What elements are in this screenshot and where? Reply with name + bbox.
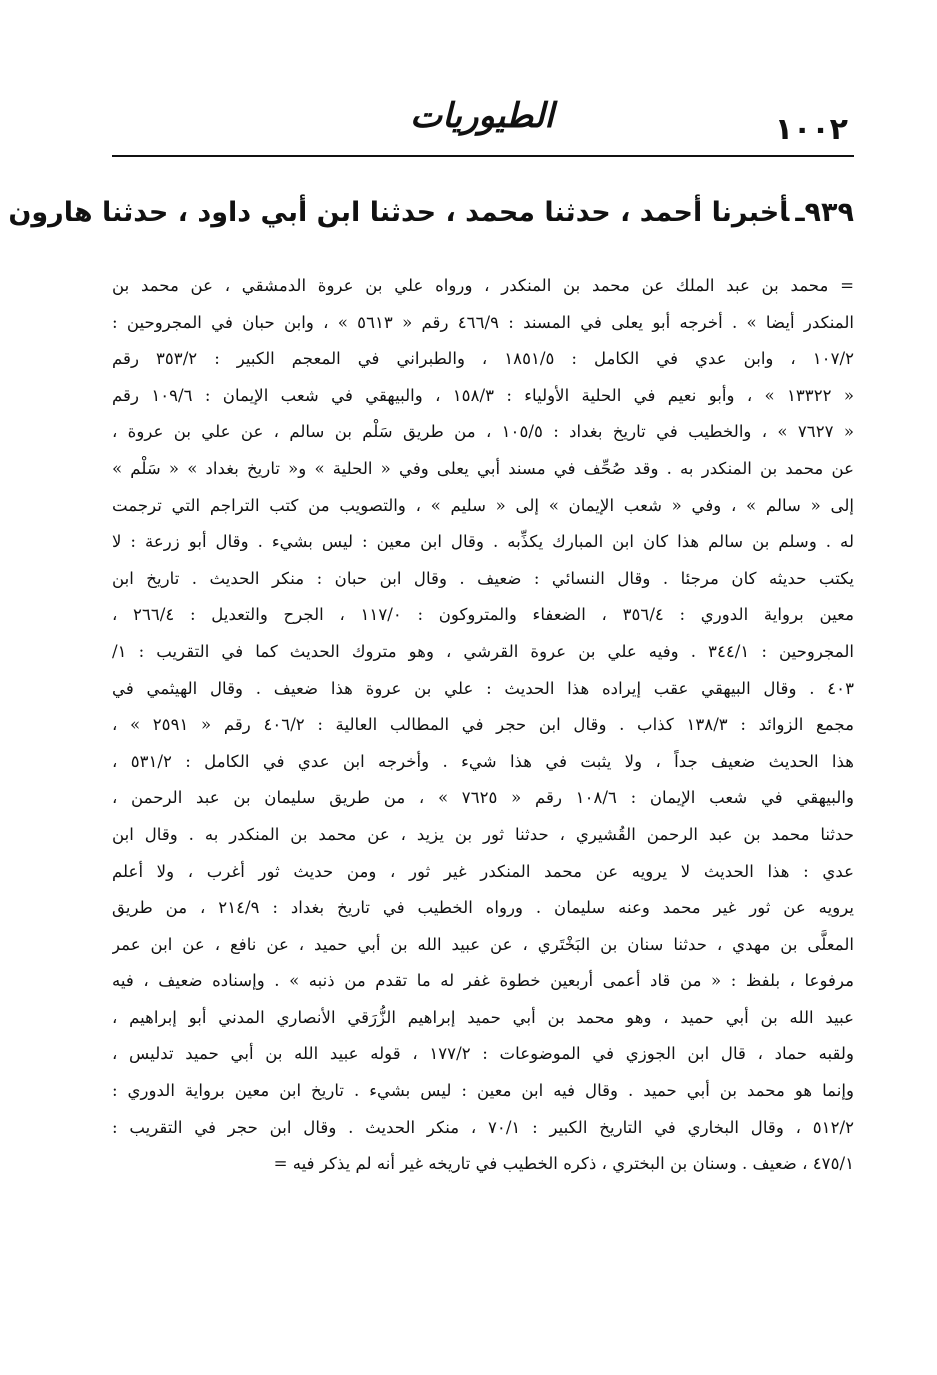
footnote-line: ٤٠٣ . وقال البيهقي عقب إيراده هذا الحديث : علي بن عروة هذا ضعيف . وقال الهيثمي في bbox=[112, 678, 854, 698]
footnote-line: حدثنا محمد بن عبد الرحمن القُشيري ، حدثنا ثور بن يزيد ، عن محمد بن المنكدر به . وقال ابن bbox=[112, 824, 854, 844]
footnote-line: ١٠٧/٢ ، وابن عدي في الكامل : ١٨٥١/٥ ، والطبراني في المعجم الكبير : ٣٥٣/٢ رقم bbox=[112, 349, 854, 369]
footnote-line: عن محمد بن المنكدر به . وقد صُحِّف في مسند أبي يعلى وفي « الحلية » و« تاريخ بغداد » « سَلْم » bbox=[112, 458, 854, 478]
footnote-line: معين برواية الدوري : ٣٥٦/٤ ، الضعفاء والمتروكون : ١١٧/٠ ، الجرح والتعديل : ٢٦٦/٤ ، bbox=[112, 605, 854, 625]
footnote-line: ٤٧٥/١ ، ضعيف . وسنان بن البختري ، ذكره الخطيب في تاريخه غير أنه لم يذكر فيه = bbox=[273, 1154, 854, 1174]
footnote-line: والبيهقي في شعب الإيمان : ١٠٨/٦ رقم « ٧٦٢٥ » ، من طريق سليمان بن عبد الرحمن ، bbox=[112, 788, 854, 808]
footnote-line: المعلَّى بن مهدي ، حدثنا سنان بن البَخْتَري ، عن عبيد الله بن أبي حميد ، عن نافع ، عن ابن عمر bbox=[112, 934, 854, 954]
footnote-line: عبيد الله بن أبي حميد ، وهو محمد بن أبي حميد إبراهيم الزُّرَقي الأنصاري المدني أبو إبراهيم ، bbox=[112, 1007, 854, 1027]
footnote-line: ٥١٢/٢ ، وقال البخاري في التاريخ الكبير : ٧٠/١ ، منكر الحديث . وقال ابن حجر في التقريب : bbox=[112, 1117, 854, 1137]
footnote-line: يرويه عن ثور غير محمد وعنه سليمان . ورواه الخطيب في تاريخ بغداد : ٢١٤/٩ ، من طريق bbox=[112, 898, 854, 918]
page-header bbox=[112, 92, 852, 152]
running-title: الطيوريات bbox=[410, 96, 554, 136]
footnote-line: « ١٣٣٢٢ » ، وأبو نعيم في الحلية الأولياء : ١٥٨/٣ ، والبيهقي في شعب الإيمان : ١٠٩/٦ رقم bbox=[112, 385, 854, 405]
footnote-line: عدي : هذا الحديث لا يرويه عن محمد المنكدر غير ثور ، ومن حديث ثور أغرب ، ولا أعلم bbox=[112, 861, 854, 881]
footnote-line: = محمد بن عبد الملك عن محمد بن المنكدر ، ورواه علي بن عروة الدمشقي ، عن محمد بن bbox=[112, 276, 854, 295]
hadith-entry bbox=[8, 186, 854, 240]
footnotes bbox=[112, 268, 854, 1183]
hadith-text: أخبرنا أحمد ، حدثنا محمد ، حدثنا ابن أبي داود ، حدثنا هارون bbox=[8, 197, 790, 228]
footnote-line: المنكدر أيضا » . أخرجه أبو يعلى في المسند : ٤٦٦/٩ رقم « ٥٦١٣ » ، وابن حبان في المجروحين : bbox=[112, 312, 854, 332]
footnote-line: يكتب حديثه كان مرجئا . وقال النسائي : ضعيف . وقال ابن حبان : منكر الحديث . تاريخ ابن bbox=[112, 568, 854, 588]
footnote-line: مجمع الزوائد : ١٣٨/٣ كذاب . وقال ابن حجر في المطالب العالية : ٤٠٦/٢ رقم « ٢٥٩١ » ، bbox=[112, 715, 854, 735]
header-divider bbox=[112, 155, 854, 157]
footnote-line: المجروحين : ٣٤٤/١ . وفيه علي بن عروة القرشي ، وهو متروك الحديث كما في التقريب : ١/ bbox=[112, 641, 854, 661]
footnote-line: ولقبه حماد ، قال ابن الجوزي في الموضوعات : ١٧٧/٢ ، قوله عبيد الله بن أبي حميد تدليس ، bbox=[112, 1044, 854, 1064]
page-number: ١٠٠٢ bbox=[774, 112, 848, 147]
footnote-line: وإنما هو محمد بن أبي حميد . وقال فيه ابن معين : ليس بشيء . تاريخ ابن معين برواية الدوري : bbox=[112, 1081, 854, 1101]
footnote-line: مرفوعا ، بلفظ : « من قاد أعمى أربعين خطوة غفر له ما تقدم من ذنبه » . وإسناده ضعيف ، فيه bbox=[112, 971, 854, 991]
footnote-line: هذا الحديث ضعيف جداً ، ولا يثبت في هذا شيء . وأخرجه ابن عدي في الكامل : ٥٣١/٢ ، bbox=[112, 751, 854, 771]
footnote-line: له . وسلم بن سالم هذا كان ابن المبارك يكذِّبه . وقال ابن معين : ليس بشيء . وقال أبو زرعة : لا bbox=[112, 532, 854, 552]
footnote-line: « ٧٦٢٧ » ، والخطيب في تاريخ بغداد : ١٠٥/٥ ، من طريق سَلْم بن سالم ، عن علي بن عروة ، bbox=[112, 422, 854, 442]
footnote-line: إلى « سالم » ، وفي « شعب الإيمان » إلى « سليم » ، والتصويب من كتب التراجم التي ترجمت bbox=[112, 495, 854, 515]
hadith-number: ٩٣٩ـ bbox=[795, 197, 854, 228]
